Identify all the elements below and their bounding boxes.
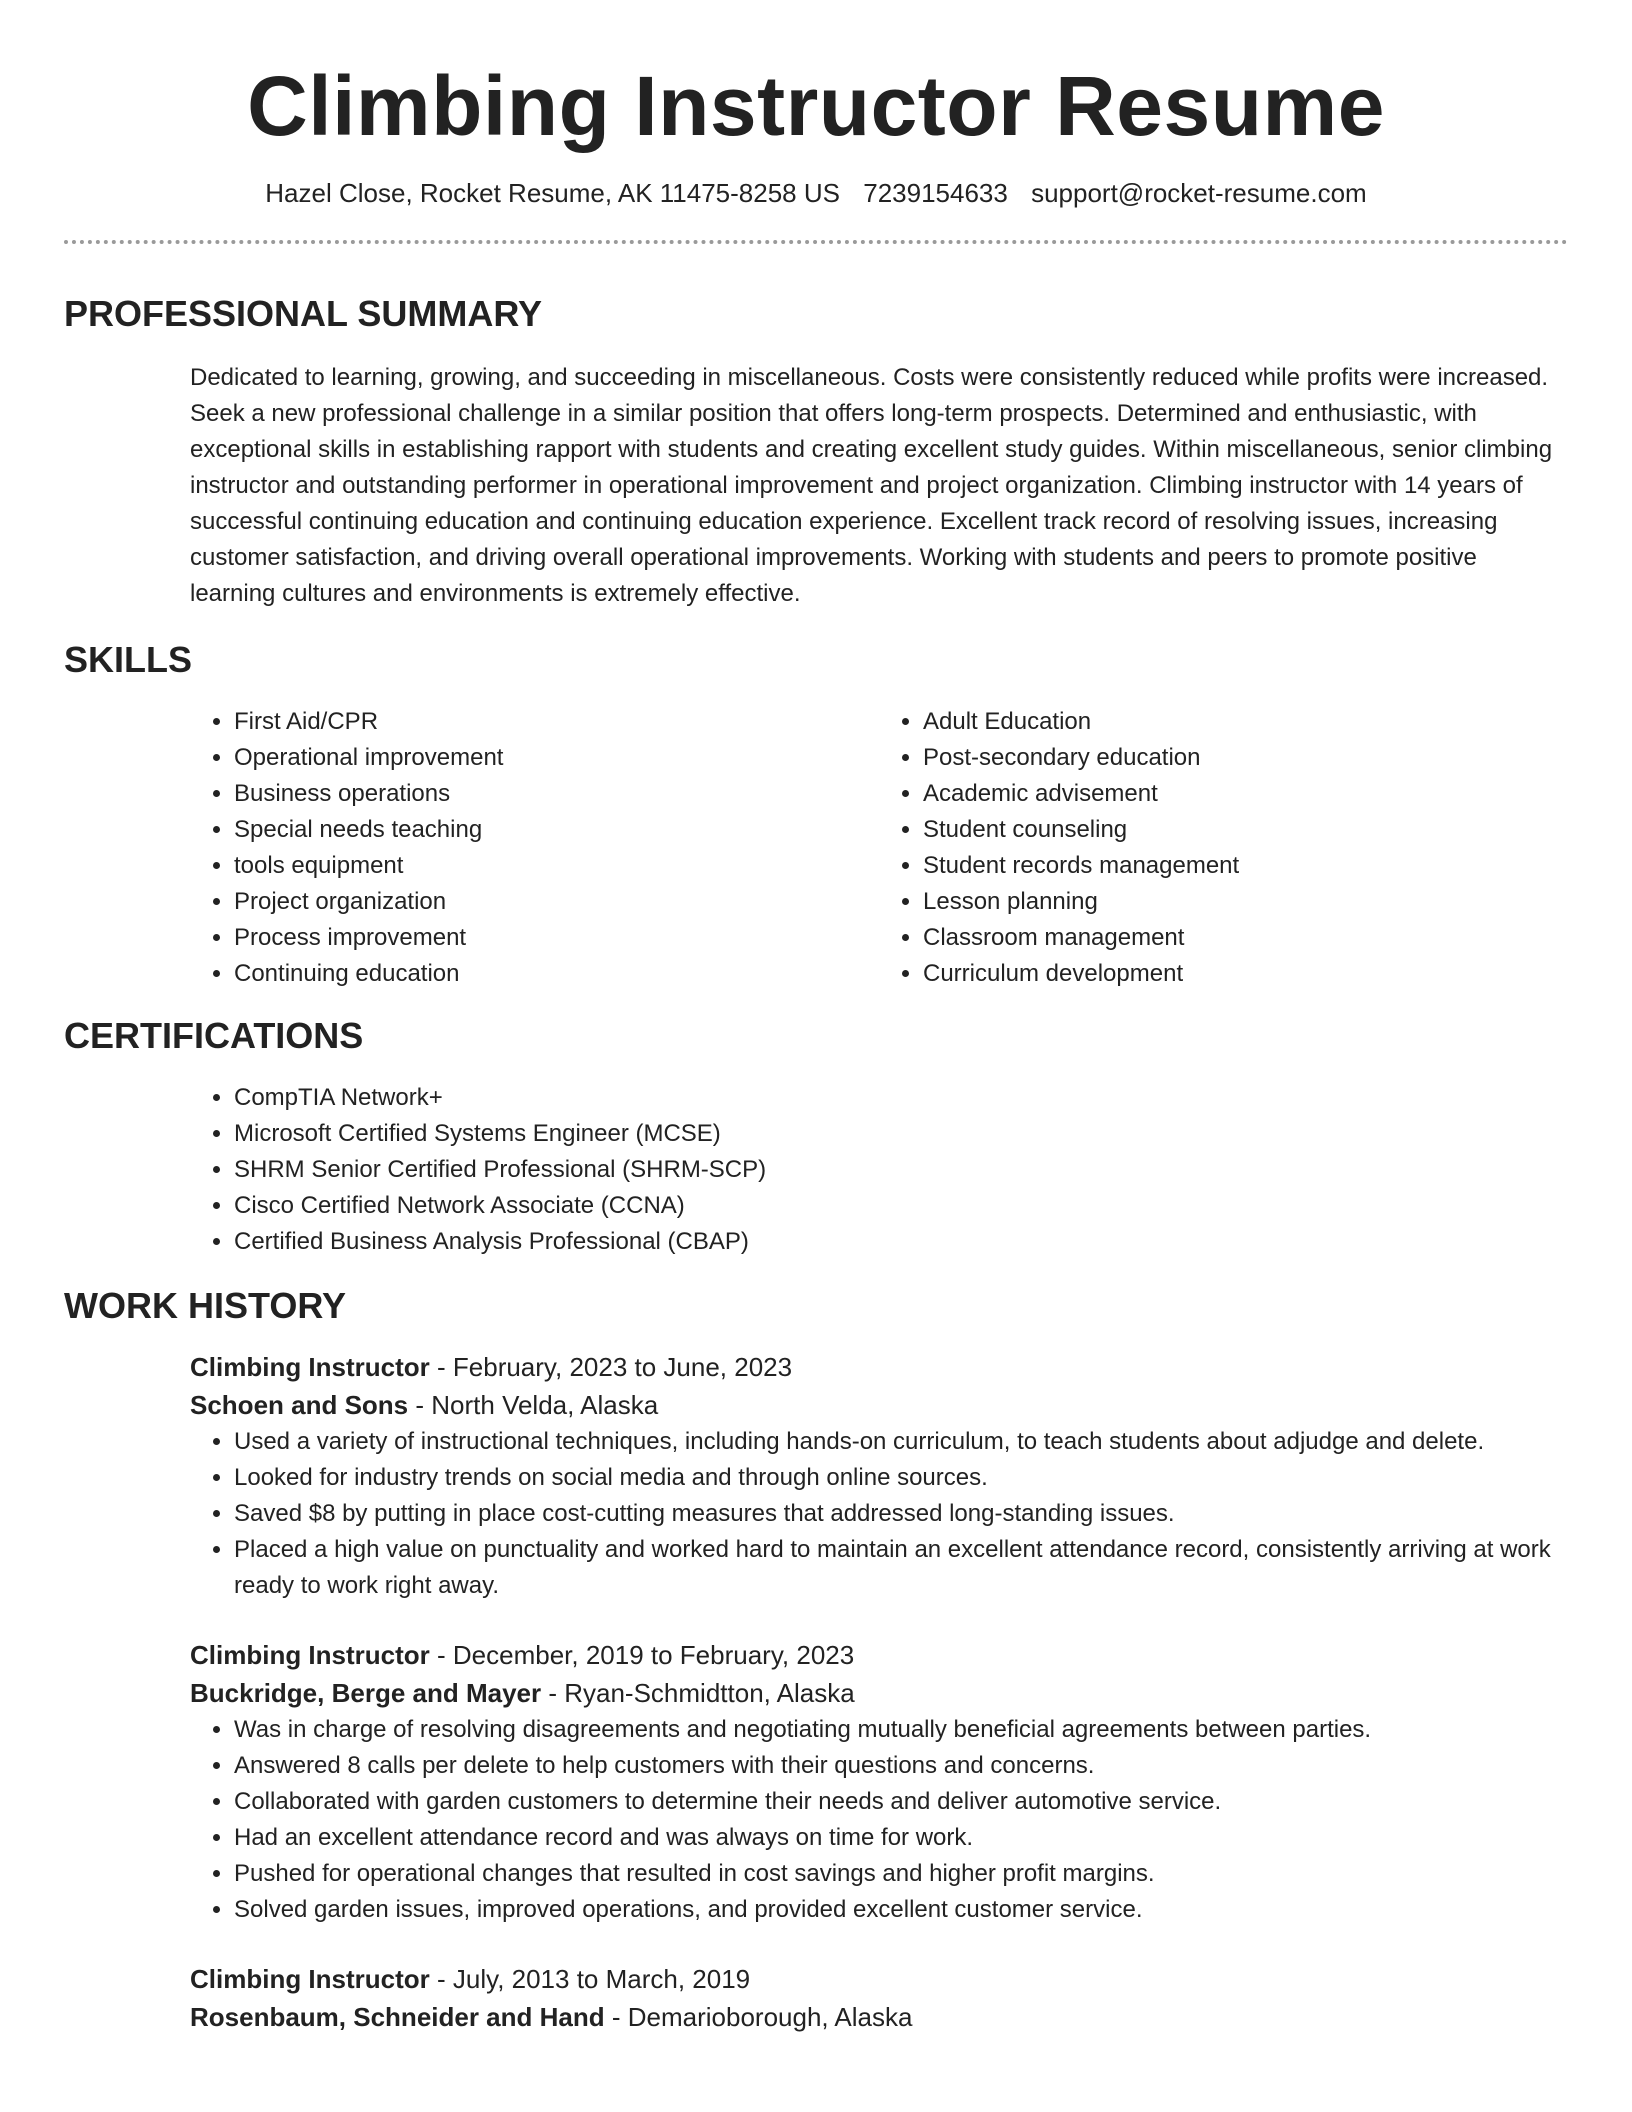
job-title-line xyxy=(190,1960,1568,1998)
certification-item: • Certified Business Analysis Professional (CBAP) xyxy=(234,1224,1568,1260)
job-duty-item: • Pushed for operational changes that resulted in cost savings and higher profit margins. xyxy=(234,1856,1564,1892)
skills-list-left xyxy=(190,704,879,992)
job-company-line xyxy=(190,1674,1568,1712)
skill-item: • Student records management xyxy=(923,848,1568,884)
skill-item: • Curriculum development xyxy=(923,956,1568,992)
job-duty-item: • Looked for industry trends on social media and through online sources. xyxy=(234,1460,1564,1496)
skill-item: • Process improvement xyxy=(234,920,879,956)
skill-item: • Classroom management xyxy=(923,920,1568,956)
job-location: - Ryan-Schmidtton, Alaska xyxy=(541,1678,855,1708)
job-dates: - December, 2019 to February, 2023 xyxy=(429,1640,855,1670)
contact-email: support@rocket-resume.com xyxy=(1031,178,1367,208)
job-company: Buckridge, Berge and Mayer xyxy=(190,1678,542,1708)
skill-item: • Special needs teaching xyxy=(234,812,879,848)
contact-line xyxy=(64,176,1568,210)
job-title: Climbing Instructor xyxy=(190,1352,430,1382)
certifications-list xyxy=(190,1080,1568,1260)
skills-columns xyxy=(190,704,1568,992)
job-title-line xyxy=(190,1636,1568,1674)
job-duties-list xyxy=(190,1712,1568,1928)
resume-page xyxy=(64,0,1568,2036)
job-entry xyxy=(190,1348,1568,1604)
job-duty-item: • Used a variety of instructional techniques, including hands-on curriculum, to teach students about adjudge and delete. xyxy=(234,1424,1564,1460)
skill-item: • Adult Education xyxy=(923,704,1568,740)
skill-item: • Business operations xyxy=(234,776,879,812)
skill-item: • Post-secondary education xyxy=(923,740,1568,776)
skill-item: • tools equipment xyxy=(234,848,879,884)
skill-item: • Continuing education xyxy=(234,956,879,992)
job-duty-item: • Solved garden issues, improved operations, and provided excellent customer service. xyxy=(234,1892,1564,1928)
contact-address: Hazel Close, Rocket Resume, AK 11475-8258 US xyxy=(265,178,840,208)
job-title: Climbing Instructor xyxy=(190,1964,430,1994)
skill-item: • Operational improvement xyxy=(234,740,879,776)
skills-heading: SKILLS xyxy=(64,639,193,680)
work-history-heading: WORK HISTORY xyxy=(64,1285,347,1326)
contact-phone: 7239154633 xyxy=(863,178,1008,208)
job-duty-item: • Collaborated with garden customers to determine their needs and deliver automotive service. xyxy=(234,1784,1564,1820)
job-entry xyxy=(190,1960,1568,2036)
job-location: - Demarioborough, Alaska xyxy=(604,2002,913,2032)
skill-item: • Academic advisement xyxy=(923,776,1568,812)
job-duty-item: • Saved $8 by putting in place cost-cutting measures that addressed long-standing issues. xyxy=(234,1496,1564,1532)
job-duty-item: • Answered 8 calls per delete to help customers with their questions and concerns. xyxy=(234,1748,1564,1784)
job-entry xyxy=(190,1636,1568,1928)
job-company: Schoen and Sons xyxy=(190,1390,409,1420)
job-title-line xyxy=(190,1348,1568,1386)
summary-text: Dedicated to learning, growing, and succeeding in miscellaneous. Costs were consistently reduced while profits were increased. Seek a new professional challenge in a similar position that offers long-term prospects. Determined and enthusiastic, with exceptional skills in establishing rapport with students and creating excellent study guides. Within miscellaneous, senior climbing instructor and outstanding performer in operational improvement and project organization. Climbing instructor with 14 years of successful continuing education and continuing education experience. Excellent track record of resolving issues, increasing customer satisfaction, and driving overall operational improvements. Working with students and peers to promote positive learning cultures and environments is extremely effective. xyxy=(190,364,1553,607)
job-duty-item: • Placed a high value on punctuality and worked hard to maintain an excellent attendance record, consistently arriving at work ready to work right away. xyxy=(234,1532,1564,1604)
skill-item: • Student counseling xyxy=(923,812,1568,848)
skill-item: • Lesson planning xyxy=(923,884,1568,920)
skill-item: • Project organization xyxy=(234,884,879,920)
certification-item: • SHRM Senior Certified Professional (SHRM-SCP) xyxy=(234,1152,1568,1188)
job-location: - North Velda, Alaska xyxy=(408,1390,659,1420)
job-company: Rosenbaum, Schneider and Hand xyxy=(190,2002,605,2032)
summary-heading: PROFESSIONAL SUMMARY xyxy=(64,293,543,334)
job-duty-item: • Was in charge of resolving disagreements and negotiating mutually beneficial agreements between parties. xyxy=(234,1712,1564,1748)
resume-title: Climbing Instructor Resume xyxy=(247,59,1385,153)
certifications-heading: CERTIFICATIONS xyxy=(64,1015,364,1056)
job-duty-item: • Had an excellent attendance record and was always on time for work. xyxy=(234,1820,1564,1856)
skills-list-right xyxy=(879,704,1568,992)
skill-item: • First Aid/CPR xyxy=(234,704,879,740)
job-company-line xyxy=(190,1386,1568,1424)
certification-item: • Cisco Certified Network Associate (CCNA) xyxy=(234,1188,1568,1224)
header-divider xyxy=(64,240,1568,244)
job-dates: - February, 2023 to June, 2023 xyxy=(429,1352,793,1382)
certification-item: • CompTIA Network+ xyxy=(234,1080,1568,1116)
job-duties-list xyxy=(190,1424,1568,1604)
job-company-line xyxy=(190,1998,1568,2036)
certification-item: • Microsoft Certified Systems Engineer (MCSE) xyxy=(234,1116,1568,1152)
job-title: Climbing Instructor xyxy=(190,1640,430,1670)
job-dates: - July, 2013 to March, 2019 xyxy=(429,1964,751,1994)
